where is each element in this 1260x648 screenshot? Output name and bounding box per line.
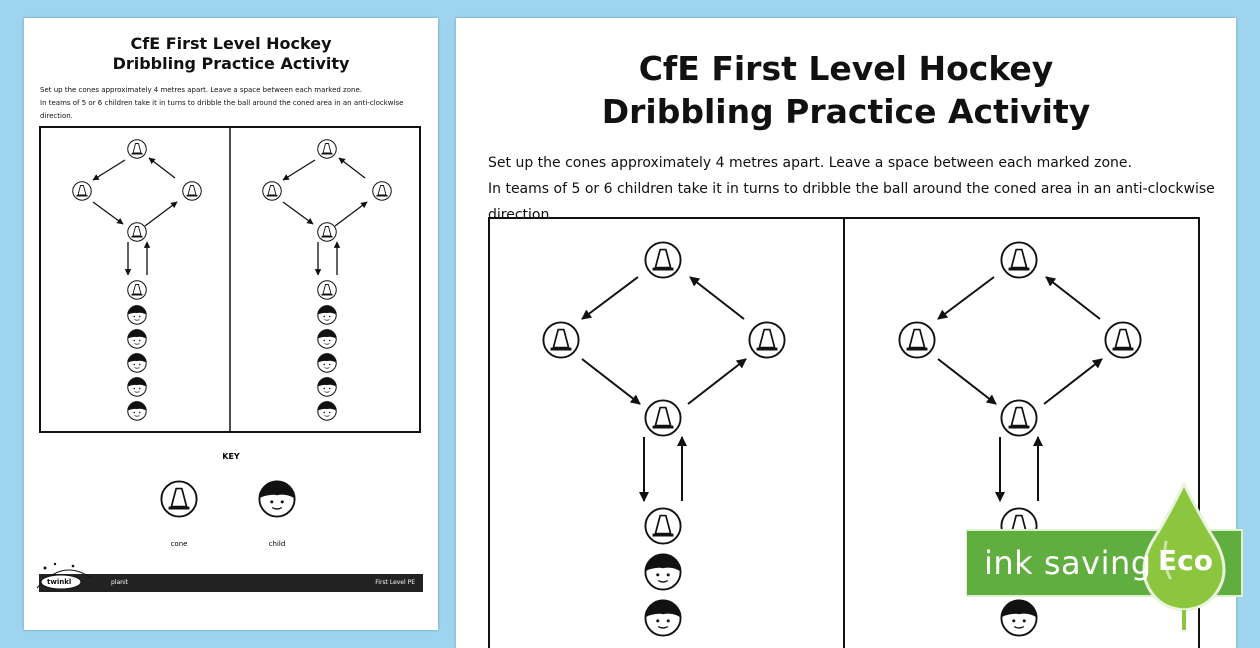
- cone-icon: [1001, 400, 1036, 435]
- cone-icon: [160, 480, 198, 518]
- zone-1-large: [543, 242, 784, 635]
- child-icon: [645, 599, 680, 635]
- key-section: [24, 452, 438, 552]
- worksheet-title-large: [456, 48, 1236, 134]
- cone-icon: [1001, 242, 1036, 277]
- worksheet-thumbnail[interactable]: [24, 18, 438, 630]
- instruction-2: In teams of 5 or 6 children take it in turns to dribble the ball around the coned area in an anti-clockwise direction.: [40, 99, 404, 120]
- title-line-1-large: CfE First Level Hockey: [638, 49, 1054, 88]
- cone-icon: [128, 281, 147, 300]
- eco-text: Eco: [1158, 544, 1213, 577]
- child-icon: [128, 353, 147, 372]
- child-icon: [318, 377, 337, 396]
- instructions: [40, 84, 438, 123]
- cone-icon: [543, 322, 578, 357]
- cone-icon: [318, 281, 337, 300]
- child-icon: [128, 401, 147, 420]
- title-line-1: CfE First Level Hockey: [130, 34, 332, 53]
- cone-icon: [128, 140, 147, 159]
- cone-icon: [645, 508, 680, 543]
- cone-icon: [128, 223, 147, 242]
- cone-icon: [373, 182, 392, 201]
- child-icon: [128, 305, 147, 324]
- twinkl-brand: twinkl: [47, 578, 72, 586]
- key-title: KEY: [222, 452, 240, 461]
- cone-icon: [318, 140, 337, 159]
- child-icon: [128, 377, 147, 396]
- cone-icon: [749, 322, 784, 357]
- child-icon: [258, 480, 296, 518]
- zone-2: [263, 140, 392, 421]
- cone-icon: [73, 182, 92, 201]
- ink-saving-badge: [966, 482, 1260, 630]
- cone-icon: [318, 223, 337, 242]
- title-line-2: Dribbling Practice Activity: [112, 54, 350, 73]
- child-icon: [318, 401, 337, 420]
- child-icon: [318, 353, 337, 372]
- ink-saving-text: ink saving: [984, 544, 1152, 582]
- footer-level: First Level PE: [375, 579, 415, 586]
- cone-icon: [645, 242, 680, 277]
- drill-diagram: [39, 126, 421, 433]
- child-icon: [645, 553, 680, 589]
- child-icon: [318, 329, 337, 348]
- child-icon: [128, 329, 147, 348]
- key-child-label: child: [268, 540, 286, 548]
- cone-icon: [899, 322, 934, 357]
- planit-brand: planit: [111, 579, 128, 586]
- cone-icon: [1105, 322, 1140, 357]
- child-icon: [318, 305, 337, 324]
- worksheet-footer: [39, 574, 423, 592]
- zone-1: [73, 140, 202, 421]
- cone-icon: [645, 400, 680, 435]
- worksheet-title: [24, 34, 438, 74]
- instruction-1-large: Set up the cones approximately 4 metres apart. Leave a space between each marked zone.: [488, 154, 1132, 171]
- instruction-1: Set up the cones approximately 4 metres apart. Leave a space between each marked zone.: [40, 86, 362, 94]
- title-line-2-large: Dribbling Practice Activity: [601, 91, 1091, 131]
- key-cone-label: cone: [170, 540, 188, 548]
- cone-icon: [183, 182, 202, 201]
- drill-diagram-drawing: [41, 128, 419, 431]
- cone-icon: [263, 182, 282, 201]
- instruction-2-large: In teams of 5 or 6 children take it in turns to dribble the ball around the coned area in an anti-clockwise direction.: [488, 180, 1215, 223]
